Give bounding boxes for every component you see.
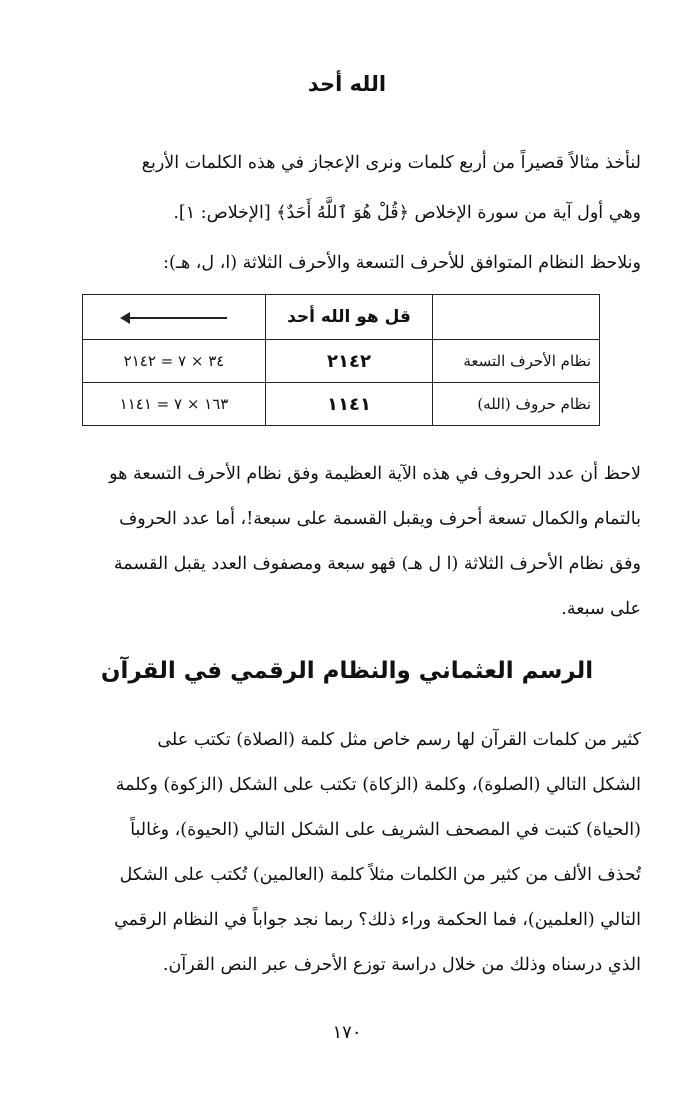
- intro-paragraph: [56, 138, 641, 288]
- row-equation: ١٦٣ × ٧ = ١١٤١: [83, 383, 266, 426]
- digit: ٢: [327, 350, 338, 372]
- paragraph-line: الشكل التالي (الصلوة)، وكلمة (الزكاة) تكتب على الشكل (الزكوة) وكلمة: [115, 775, 641, 795]
- table-header-row: [83, 295, 600, 340]
- table-corner-cell: [433, 295, 600, 340]
- table-row: [83, 340, 600, 383]
- paragraph-line: (الحياة) كتبت في المصحف الشريف على الشكل التالي (الحيوة)، وغالباً: [130, 820, 641, 840]
- paragraph-line: وفق نظام الأحرف الثلاثة (ا ل هـ) فهو سبعة ومصفوف العدد يقبل القسمة: [113, 554, 641, 574]
- digit: ٤: [349, 393, 360, 415]
- digit: ٤: [349, 350, 360, 372]
- section-title-allah-ahad: الله أحد: [307, 72, 387, 96]
- paragraph-line: لنأخذ مثالاً قصيراً من أربع كلمات ونرى الإعجاز في هذه الكلمات الأربع: [141, 153, 641, 173]
- paragraph-line: وهي أول آية من سورة الإخلاص ﴿قُلْ هُوَ ٱللَّهُ أَحَدٌ﴾ [الإخلاص: ١].: [173, 203, 641, 223]
- paragraph-line: ونلاحظ النظام المتوافق للأحرف التسعة والأحرف الثلاثة (ا، ل، هـ):: [163, 253, 641, 273]
- uthmani-paragraph: [56, 718, 641, 988]
- digit: ١: [327, 393, 338, 415]
- paragraph-line: بالتمام والكمال تسعة أحرف ويقبل القسمة على سبعة!، أما عدد الحروف: [119, 509, 641, 529]
- analysis-paragraph: [56, 452, 641, 632]
- left-arrow-icon: [122, 317, 227, 319]
- row-digits: [266, 340, 433, 383]
- row-label: نظام حروف (الله): [433, 383, 600, 426]
- digit: ٢: [360, 350, 371, 372]
- paragraph-line: لاحظ أن عدد الحروف في هذه الآية العظيمة وفق نظام الأحرف التسعة هو: [109, 464, 641, 484]
- paragraph-line: الذي درسناه وذلك من خلال دراسة توزع الأحرف عبر النص القرآن.: [162, 955, 641, 975]
- table-header-verse: قل هو الله أحد: [266, 295, 433, 340]
- row-equation: ٣٤ × ٧ = ٢١٤٢: [83, 340, 266, 383]
- table-arrow-cell: [83, 295, 266, 340]
- paragraph-line: كثير من كلمات القرآن لها رسم خاص مثل كلمة (الصلاة) تكتب على: [157, 730, 641, 750]
- digit: ١: [360, 393, 371, 415]
- section-title-uthmani-script: الرسم العثماني والنظام الرقمي في القرآن: [100, 658, 594, 684]
- digit: ١: [338, 350, 349, 372]
- paragraph-line: تُحذف الألف من كثير من الكلمات مثلاً كلمة (العالمين) تُكتب على الشكل: [119, 865, 641, 885]
- page-number: ١٧٠: [332, 1022, 362, 1043]
- row-digits: [266, 383, 433, 426]
- paragraph-line: على سبعة.: [561, 599, 641, 619]
- numeric-system-table: [82, 294, 600, 426]
- digit: ١: [338, 393, 349, 415]
- paragraph-line: التالي (العلمين)، فما الحكمة وراء ذلك؟ ربما نجد جواباً في النظام الرقمي: [114, 910, 641, 930]
- table-row: [83, 383, 600, 426]
- row-label: نظام الأحرف التسعة: [433, 340, 600, 383]
